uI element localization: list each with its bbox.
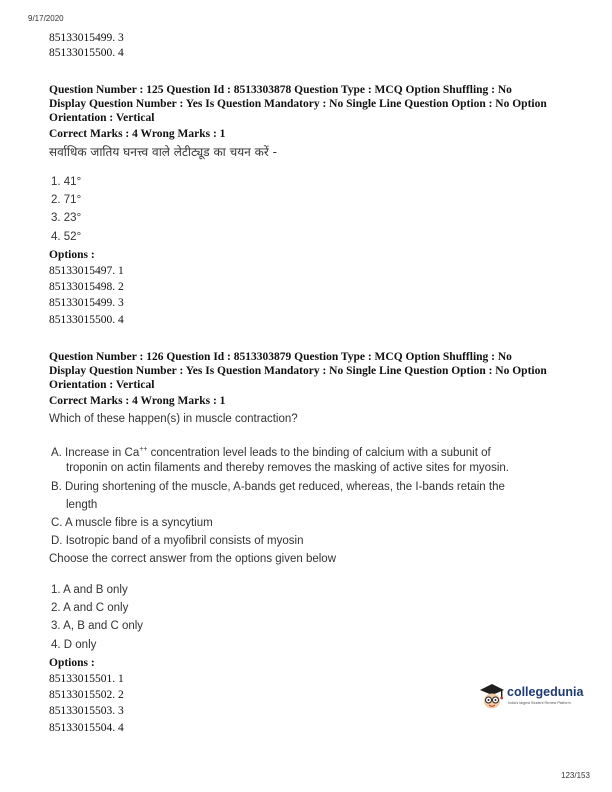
options-label: Options :: [49, 249, 95, 261]
collegedunia-logo: [478, 677, 590, 713]
statement-d: D. Isotropic band of a myofibril consists of myosin: [51, 535, 304, 547]
option-code: 85133015500. 4: [49, 314, 124, 326]
answer-choice: 4. D only: [51, 639, 97, 651]
statement-b-continued: length: [66, 499, 98, 511]
answer-choice: 2. A and C only: [51, 602, 129, 614]
answer-choice: 3. 23°: [51, 212, 82, 224]
answer-choice: 1. A and B only: [51, 584, 128, 596]
page-number: 123/153: [561, 771, 590, 780]
option-code: 85133015503. 3: [49, 705, 124, 717]
options-label: Options :: [49, 657, 95, 669]
answer-choice: 1. 41°: [51, 176, 82, 188]
statement-a-continued: troponin on actin filaments and thereby removes the masking of active sites for myosin.: [66, 462, 509, 474]
question-meta-line: Display Question Number : Yes Is Question Mandatory : No Single Line Question Option : No Option: [49, 365, 547, 377]
answer-choice: 4. 52°: [51, 231, 82, 243]
question-text: सर्वाधिक जातिय घनत्त्व वाले लेटीट्यूड का चयन करें -: [49, 145, 277, 159]
question-meta-line: Orientation : Vertical: [49, 112, 155, 124]
marks-line: Correct Marks : 4 Wrong Marks : 1: [49, 128, 226, 140]
option-code: 85133015499. 3: [49, 297, 124, 309]
print-date: 9/17/2020: [28, 14, 64, 23]
option-code: 85133015504. 4: [49, 722, 124, 734]
question-meta-line: Question Number : 125 Question Id : 8513303878 Question Type : MCQ Option Shuffling : No: [49, 84, 512, 96]
option-code: 85133015499. 3: [49, 32, 124, 44]
statement-a: A. Increase in Ca++ concentration level leads to the binding of calcium with a subunit of: [51, 446, 491, 459]
marks-line: Correct Marks : 4 Wrong Marks : 1: [49, 395, 226, 407]
statement-b: B. During shortening of the muscle, A-bands get reduced, whereas, the I-bands retain the: [51, 481, 505, 493]
graduate-mascot-icon: [478, 681, 506, 711]
option-code: 85133015497. 1: [49, 265, 124, 277]
option-code: 85133015502. 2: [49, 689, 124, 701]
answer-choice: 2. 71°: [51, 194, 82, 206]
option-code: 85133015500. 4: [49, 47, 124, 59]
question-meta-line: Display Question Number : Yes Is Question Mandatory : No Single Line Question Option : No Option: [49, 98, 547, 110]
option-code: 85133015501. 1: [49, 673, 124, 685]
logo-wordmark: collegedunia: [507, 685, 584, 699]
statement-c: C. A muscle fibre is a syncytium: [51, 517, 213, 529]
question-meta-line: Question Number : 126 Question Id : 8513303879 Question Type : MCQ Option Shuffling : No: [49, 351, 512, 363]
logo-tagline: India's largest Student Review Platform: [508, 701, 571, 705]
option-code: 85133015498. 2: [49, 281, 124, 293]
instruction-text: Choose the correct answer from the options given below: [49, 553, 337, 565]
question-meta-line: Orientation : Vertical: [49, 379, 155, 391]
question-text: Which of these happen(s) in muscle contraction?: [49, 413, 298, 425]
answer-choice: 3. A, B and C only: [51, 620, 144, 632]
